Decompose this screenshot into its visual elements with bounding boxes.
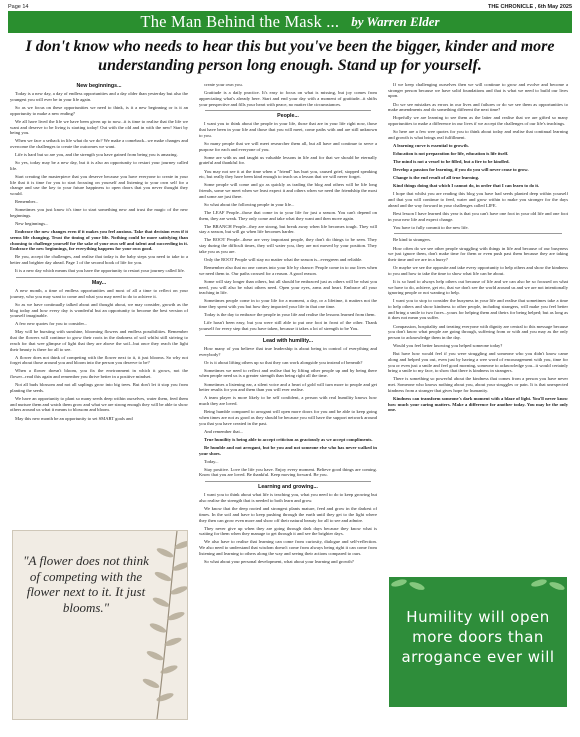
page-number: Page 14 xyxy=(8,4,29,10)
paragraph: You have to fully commit to the new life. xyxy=(393,224,469,230)
paragraph: Hopefully we are learning to see them as the latter and realise that we are gifted so many opportunities to make a difference in our lives if we accept the challenges of our life's teachings. xyxy=(388,115,568,126)
paragraph: A few new quotes for you to consider... xyxy=(15,321,88,327)
humility-quote-box xyxy=(389,577,567,707)
paragraph: Be you, accept the challenges, and realise that today is the baby steps you need to take to a better and brighter day ahead. Page 1 of the second book of life for you. xyxy=(10,254,188,266)
paragraph: Some are with us and taught us valuable lessons in life and for that we should be eternally grateful and thankful for. xyxy=(199,154,377,166)
paragraph: We all have lived the life we have been given up to now...it is time to realise that the life we want and deserve to be living is starting today! Out with the old and in with the new! Start by being you. xyxy=(10,118,188,136)
paragraph: When a flower doesn't bloom, you fix the environment in which it grows, not the flower...read this again and remember you thrive better in a positive mindset. xyxy=(10,368,188,380)
paragraph: Gratitude is a daily practice. It's easy to focus on what is missing, but joy comes from appreciating what's already here. Start and end your day with a moment of gratitude...it shifts your perspective and fills your heart with peace, no matter the circumstances. xyxy=(199,90,377,107)
paragraph: The BRANCH People...they are strong, but break away when life becomes tough. They will stay a season, but will go when life becomes harder. xyxy=(199,223,377,235)
paragraph: The LEAF People...those that come in to your life for just a season. You can't depend on them, they are weak. They only come and take what they want and then move again. xyxy=(199,209,377,221)
section-heading: May... xyxy=(91,279,107,286)
quote-line: Kind things doing that which I cannot do, in order that I can learn to do it. xyxy=(393,183,540,189)
divider xyxy=(205,110,371,111)
paragraph: Be kind to strangers. xyxy=(393,237,432,243)
paragraph: Life is hard but so are you, and the strength you have gained from being you is amazing. xyxy=(15,152,178,158)
paragraph: But have how would feel if you were struggling and someone who you didn't know came along and helped you out, even just by having a wee word of encouragement with you, time for you or even just a smile and feel good morning, someone to acknowledge you...it would certainly bring a smile to my face, to show that there is kindness in strangers. xyxy=(388,351,568,374)
paragraph: Sometimes we need to reflect and realise that by lifting other people up and by being there when people need us is a greater strength than being right all the time. xyxy=(199,367,377,379)
quote-line: Change is the end result of all true learning. xyxy=(393,175,480,181)
paragraph: Best lesson I have learned this year is that you can't have one foot in your old life and one foot in your new life and expect change. xyxy=(388,210,568,222)
paragraph: Being humble compared to arrogant will open more doors for you and be able to keep going when times are not as good as they should be because you will have the support network around you that you have created in the past. xyxy=(199,409,377,426)
paragraph: So as we focus on these opportunities we need to think, is it a new beginning or is it an opportunity to make a new ending? xyxy=(10,105,188,116)
leaf-border-icon xyxy=(389,577,567,595)
emphasis-paragraph: Embrace the new changes even if it makes you feel anxious. Take that decision even if it seems life changing. Trust the timing of your life. Nothing could be more satisfying than choosing to challenge yourself for the sake of your own self and talent and succeeding in it. Embrace the new beginnings, for everything happens for your own good. xyxy=(10,229,188,252)
paragraph: A flower does not think of competing with the flower next to it, it just blooms. So why not forget about those around you and bloom into the person you deserve to be? xyxy=(10,354,188,366)
paragraph: Start creating the masterpiece that you deserve because you have everyone to create in your life that it is time for you to start focusing on yourself and listening to your own self for a change and use the key to your future happiness to open doors that you never thought they would. xyxy=(10,173,188,197)
paragraph: I hope that whilst you are reading this blog you have had seeds planted deep within yourself and that you will continue to feed, water and grow within to make you stronger for the days ahead and the way forward in your challenges called LIFE. xyxy=(388,191,568,208)
paragraph: When we face a setback in life what do we do? We make a comeback...we make changes and overcome the challenges to create the outcomes we want. xyxy=(10,138,188,149)
section-heading: New beginnings... xyxy=(76,83,122,89)
paragraph: So many people that we will meet researcher them all, but all have and continue to serve a purpose for each and everyone of you. xyxy=(199,140,377,152)
paragraph: Or is it about lifting others up so that they can work alongside you instead of beneath? xyxy=(204,359,363,365)
section-heading: Learning and growing... xyxy=(258,484,318,491)
paragraph: So what about the following people in your life... xyxy=(204,201,295,207)
emphasis-paragraph: Kindness can transform someone's dark moment with a blaze of light. You'll never know how much your caring matters. Make a difference for another today. You may be the only one. xyxy=(388,395,568,413)
paragraph: Do we see mistakes as errors in our lives and failures or do we see them as opportunities to make amendments and do something different the next time? xyxy=(388,101,568,113)
divider xyxy=(205,335,371,336)
paragraph: Only the ROOT People will stay no matter what the season is...evergreen and reliable. xyxy=(204,256,363,262)
section-heading: Lead with humility... xyxy=(262,337,314,344)
paragraph: I want you to stop to consider the busyness in your life and realise that sometimes take a time to help others and show kindness to other people, including strangers, will make you feel better and bring a smile to two faces...yours for helping them and theirs for being helped; but as long as it does not mean you suffer. xyxy=(388,298,568,321)
quote-line: Education is not preparation for life, education is life itself. xyxy=(393,150,509,156)
paragraph: Today... xyxy=(204,458,219,464)
paragraph: A new month, a time of endless opportunities and most of all a time to reflect on your journey, who you may want to come and what you may need to do to achieve it. xyxy=(10,288,188,299)
quote-text: "A flower does not think of competing with the flower next to it. It just blooms." xyxy=(23,553,149,615)
column-banner xyxy=(8,11,572,33)
paragraph: Not all buds blossom and not all saplings grow into big trees. But don't let it stop you from planting the seeds. xyxy=(10,382,188,393)
paragraph: I want you to think about the people in your life, those that are in your life right now, those that have been in your life and those that you will meet, come paths with and are still unknown to you. xyxy=(199,121,377,138)
paragraph: Remember also that no one comes into your life by chance: People come in to our lives when we need them to. Our paths crossed for a reason. A good reason. xyxy=(199,265,377,276)
paragraph: The ROOT People...these are very important people, they don't do things to be seen. They stay during the difficult times, they will water you, they are not moved by your position. They take you as you are. xyxy=(199,237,377,254)
publication-line: THE CHRONICLE , 6th May 2025 xyxy=(487,4,572,10)
paragraph: So yes, today may be a new day, but it is also an opportunity to restart your journey called life. xyxy=(10,160,188,171)
flower-quote-box xyxy=(12,530,188,720)
paragraph: We know that the deep rooted and strongest plants mature, feed and grow in the darkest of times. In the soil and have to keep pushing through the earth until they get to the light where they then can grow even more and show off their natural beauty for all to see and admire. xyxy=(199,506,377,523)
paragraph: We also have to realise that learning can come from curiosity, dialogue and self-reflection. We also need to understand that wisdom doesn't come from always being right it can come from listening and learning to others along the way and seeing their actions compared to ours. xyxy=(199,539,377,556)
humility-quote-text: Humility will open more doors than arrogance ever will xyxy=(401,608,555,666)
paragraph: Life hasn't been easy, but you were still able to put one foot in front of the other. Thank yourself for every step that you have taken, because it takes a lot of strength to be You. xyxy=(199,320,377,331)
paragraph: New beginnings... xyxy=(15,221,49,227)
divider xyxy=(16,277,182,278)
paragraph: So here are a few wee quotes for you to think about today and realise that continual learning and growth is what brings real fulfillment. xyxy=(388,129,568,140)
paragraph: Stay positive. Love the life you have. Enjoy every moment. Believe good things are coming. Know that you are loved. Be thankful. Keep moving forward. Be you. xyxy=(199,466,377,478)
paragraph: I want you to think about what life is teaching you, what you need to do to keep growing but also realise the strength that is needed to both learn and grow. xyxy=(199,492,377,504)
emphasis-paragraph: True humility is being able to accept criticism as graciously as we accept compliments. xyxy=(204,436,373,442)
paragraph: Sometimes you just know it's time to start something new and trust the magic of the new beginnings. xyxy=(10,207,188,218)
article-column-1 xyxy=(10,82,188,512)
paragraph: A team player is more likely to be self confident, a person with real humility knows how much they are loved. xyxy=(199,395,377,407)
paragraph: So what about your personal development, what about your learning and growth? xyxy=(204,558,354,564)
paragraph: They never give up when they are going through dark days because they know what is waiting for them when they manage to get through it and see the brighter days. xyxy=(199,525,377,537)
paragraph: May this new month be an opportunity to set SMART goals and xyxy=(15,415,133,421)
paragraph: Today is the day to embrace the people in your life and realise the lessons learned from them. xyxy=(204,312,376,318)
paragraph: create your own you. xyxy=(204,82,243,87)
paragraph: Sometimes people come in to your life for a moment, a day, or a lifetime, it matters not the time they spent with you but how they impacted your life in that one time. xyxy=(199,298,377,310)
headline: I don't know who needs to hear this but you've been the bigger, kinder and more understanding person long enough. Stand up for yourself. xyxy=(25,38,555,74)
divider xyxy=(205,481,371,482)
paragraph: There is something so powerful about the kindness that comes from a person you have never met. Someone who knows nothing about you, about your struggles or pain. It is that unexpected kindness from a stranger that gives hope for humanity. xyxy=(388,376,568,393)
paragraph: Remember... xyxy=(15,199,39,205)
article-column-2 xyxy=(199,82,377,727)
paragraph: Compassion, hospitality and treating everyone with dignity are central to this message because you don't know what people are going through, suffering from or with and you may as the only person to acknowledge them in the day. xyxy=(388,323,568,340)
quote-line: Develop a passion for learning, if you do you will never cease to grow. xyxy=(393,167,529,173)
paragraph: Would you feel better knowing you helped someone today? xyxy=(393,343,503,349)
paragraph: Some people will come and go as quickly as trading the blog and others will be life long friends, some we meet when we least expect it and others when we need the friendship the most and some are just there. xyxy=(199,182,377,199)
column-byline: by Warren Elder xyxy=(351,14,440,29)
paragraph: Sometimes a listening ear, a silent voice and a heart of gold will turn more to people and get better results for you and them than you will ever realise. xyxy=(199,381,377,393)
paragraph: Some will stay longer than others, but all should be embraced just as others will be what you need, you will also be what others need. Open your eyes, arms and heart. Embrace all your teaching in life. xyxy=(199,278,377,296)
paragraph: Today is a new day, a day of endless opportunities and a day older than yesterday but also the youngest you will ever be in your life again. xyxy=(10,91,188,102)
paragraph: So as we have continually talked about and thought about, we may consider, growth as the blog today and how every day is wonderful but an opportunity to become the best version of yourself imaginable. xyxy=(10,301,188,319)
paragraph: May will be bursting with sunshine, blooming flowers and endless possibilities. Remember that the flowers will continue to grow their roots in the darkness of soil whilst still striving to reach for that wee glimpse of light that they are above the soil...but once they reach the light their beauty is there for all to see. xyxy=(10,329,188,352)
paragraph: You may not see it at the time when a "friend" has hurt you, caused grief, stopped speaking etc, but really they have been kind enough to teach us a lesson that we will never forget. xyxy=(199,168,377,180)
paragraph: It is a new day which means that you have the opportunity to restart your journey called life. xyxy=(15,268,185,274)
paragraph: How many of you believe that true leadership is about being in control of everything and everybody? xyxy=(199,345,377,357)
paragraph: Or maybe we see the opposite and take every opportunity to help others and show the kindness to you and how to take the time to show what life can be about. xyxy=(388,265,568,276)
paragraph: It is so hard to always help others out because of life and we can also be so focused on what we have to do, achieve, get etc, that we don't see the world around us and we are not intentionally ignoring people or not wanting to help. xyxy=(388,278,568,296)
paragraph: If we keep challenging ourselves then we will continue to grow and evolve and become a stronger person because we have solid foundations and that is what we need to build our lives upon. xyxy=(388,82,568,99)
column-title: The Man Behind the Mask ... xyxy=(140,12,340,31)
section-heading: People... xyxy=(277,113,299,120)
article-column-3 xyxy=(388,82,568,547)
divider xyxy=(394,233,562,234)
paragraph: How often do we see other people struggling with things in life and because of our busyness we just ignore them, don't make time for them or even push past them because they are taking their time and we are in a hurry? xyxy=(388,245,568,262)
emphasis-paragraph: Be humble and not arrogant, but be you and not someone else who has never walked in your shoes. xyxy=(199,444,377,456)
paragraph: And remember that... xyxy=(204,428,244,434)
quote-line: A learning curve is essential to growth. xyxy=(393,142,469,148)
quote-line: The mind is not a vessel to be filled, but a fire to be kindled. xyxy=(393,159,510,165)
paragraph: We have an opportunity to plant so many seeds deep within ourselves, water them, feed them and nurture them and watch them grow and what we are strong enough they will be able to show others around us what it means to blossom and bloom. xyxy=(10,396,188,413)
